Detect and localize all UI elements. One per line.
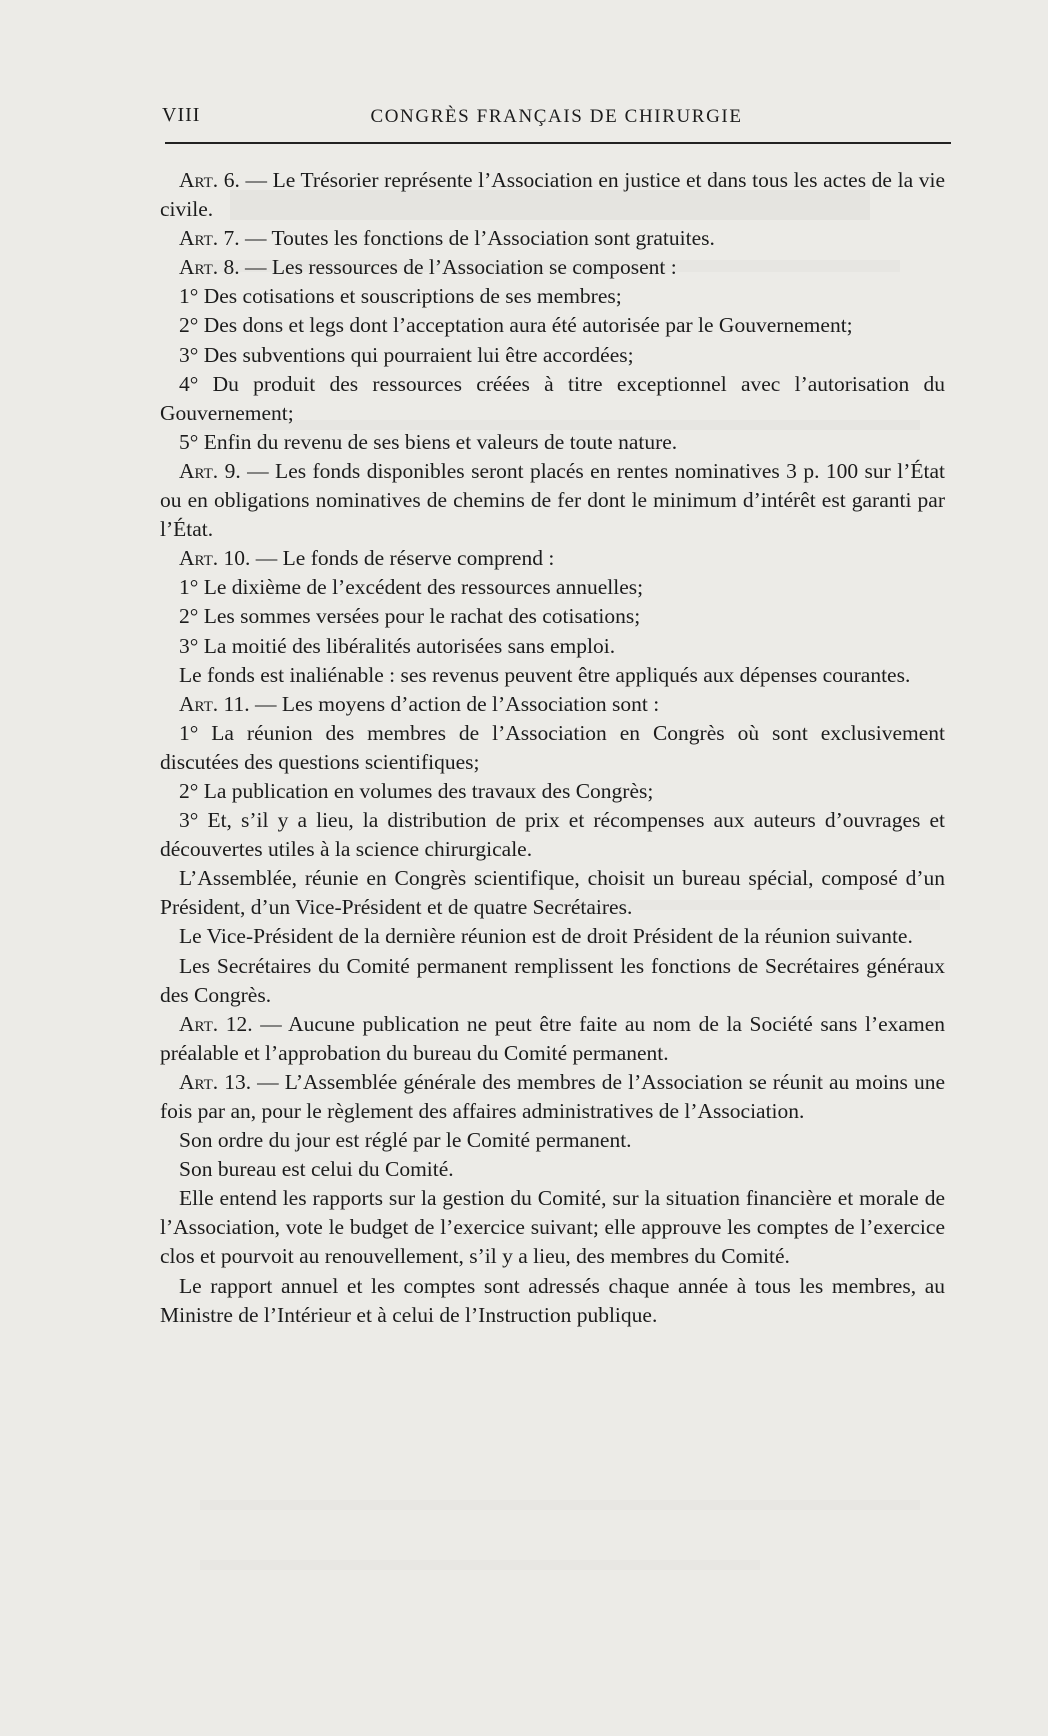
paragraph (160, 632, 945, 661)
paragraph (160, 224, 945, 253)
paragraph-text: 1° La réunion des membres de l’Association en Congrès où sont exclusivement discutées des questions scientifiques; (160, 720, 945, 774)
running-head (162, 104, 951, 132)
paragraph-text: Le Vice-Président de la dernière réunion est de droit Président de la réunion suivante. (179, 924, 913, 949)
paragraph-text: — Toutes les fonctions de l’Association sont gratuites. (239, 226, 715, 251)
paragraph (160, 1126, 945, 1155)
paragraph-text: Le rapport annuel et les comptes sont adressés chaque année à tous les membres, au Ministre de l’Intérieur et à celui de l’Instruction publique. (160, 1273, 945, 1327)
paragraph-text: — Aucune publication ne peut être faite au nom de la Société sans l’examen préalable et l’approbation du bureau du Comité permanent. (160, 1011, 945, 1065)
paragraph-text: 3° Et, s’il y a lieu, la distribution de prix et récompenses aux auteurs d’ouvrages et découvertes utiles à la science chirurgicale. (160, 808, 945, 862)
paragraph (160, 1068, 945, 1126)
paragraph (160, 253, 945, 282)
paragraph (160, 311, 945, 340)
paragraph-text: — Les fonds disponibles seront placés en rentes nominatives 3 p. 100 sur l’État ou en obligations nominatives de chemins de fer dont le minimum d’intérêt est garanti par l’État. (160, 458, 945, 542)
paragraph-text: L’Assemblée, réunie en Congrès scientifique, choisit un bureau spécial, composé d’un Président, d’un Vice-Président et de quatre Secrétaires. (160, 866, 945, 920)
paragraph-text: 1° Le dixième de l’excédent des ressources annuelles; (179, 575, 644, 600)
paragraph (160, 690, 945, 719)
paragraph (160, 282, 945, 311)
paragraph (160, 952, 945, 1010)
paragraph-text: — Les moyens d’action de l’Association sont : (249, 691, 660, 716)
paragraph-text: 2° La publication en volumes des travaux des Congrès; (179, 778, 654, 803)
article-label: Art. 13. (179, 1069, 252, 1094)
paragraph-text: Le fonds est inaliénable : ses revenus peuvent être appliqués aux dépenses courantes. (179, 662, 911, 687)
paragraph (160, 864, 945, 922)
article-label: Art. 8. (179, 255, 240, 280)
paragraph (160, 1184, 945, 1271)
paragraph (160, 806, 945, 864)
article-text (160, 166, 945, 1330)
paragraph-text: 2° Des dons et legs dont l’acceptation aura été autorisée par le Gouvernement; (179, 313, 853, 338)
paragraph-text: 3° Des subventions qui pourraient lui être accordées; (179, 342, 634, 367)
paragraph (160, 573, 945, 602)
paragraph (160, 341, 945, 370)
paragraph-text: Les Secrétaires du Comité permanent remplissent les fonctions de Secrétaires généraux des Congrès. (160, 953, 945, 1007)
paragraph-text: 5° Enfin du revenu de ses biens et valeurs de toute nature. (179, 429, 678, 454)
paragraph (160, 719, 945, 777)
paragraph-text: Son ordre du jour est réglé par le Comité permanent. (179, 1128, 632, 1153)
running-title: CONGRÈS FRANÇAIS DE CHIRURGIE (370, 106, 743, 127)
header-rule (165, 142, 951, 144)
paragraph (160, 1155, 945, 1184)
paragraph (160, 602, 945, 631)
article-label: Art. 12. (179, 1011, 253, 1036)
paragraph-text: 1° Des cotisations et souscriptions de ses membres; (179, 284, 622, 309)
paragraph-text: Elle entend les rapports sur la gestion du Comité, sur la situation financière et morale de l’Association, vote le budget de l’exercice suivant; elle approuve les comptes de l’exercice clos et pourvoit au renouvellement, s’il y a lieu, des membres du Comité. (160, 1186, 945, 1269)
paragraph (160, 457, 945, 544)
paragraph (160, 544, 945, 573)
paragraph-text: 2° Les sommes versées pour le rachat des cotisations; (179, 604, 641, 629)
paragraph-text: — Le Trésorier représente l’Association en justice et dans tous les actes de la vie civile. (160, 168, 945, 222)
article-label: Art. 10. (179, 546, 251, 571)
article-label: Art. 6. (179, 168, 240, 192)
page-number: VIII (162, 104, 201, 126)
paragraph (160, 922, 945, 951)
paragraph-text: 4° Du produit des ressources créées à titre exceptionnel avec l’autorisation du Gouvernement; (160, 371, 945, 425)
paragraph-text: — L’Assemblée générale des membres de l’Association se réunit au moins une fois par an, pour le règlement des affaires administratives de l’Association. (160, 1069, 945, 1123)
paragraph (160, 1010, 945, 1068)
paragraph-text: Son bureau est celui du Comité. (179, 1157, 454, 1182)
paragraph (160, 166, 945, 224)
paragraph-text: — Le fonds de réserve comprend : (250, 546, 555, 571)
paragraph (160, 370, 945, 428)
paragraph (160, 1272, 945, 1330)
paragraph (160, 661, 945, 690)
paragraph (160, 777, 945, 806)
article-label: Art. 7. (179, 226, 240, 251)
paragraph-text: — Les ressources de l’Association se composent : (239, 255, 677, 280)
article-label: Art. 11. (179, 691, 250, 716)
article-label: Art. 9. (179, 458, 241, 483)
paragraph-text: 3° La moitié des libéralités autorisées sans emploi. (179, 633, 616, 658)
paragraph (160, 428, 945, 457)
